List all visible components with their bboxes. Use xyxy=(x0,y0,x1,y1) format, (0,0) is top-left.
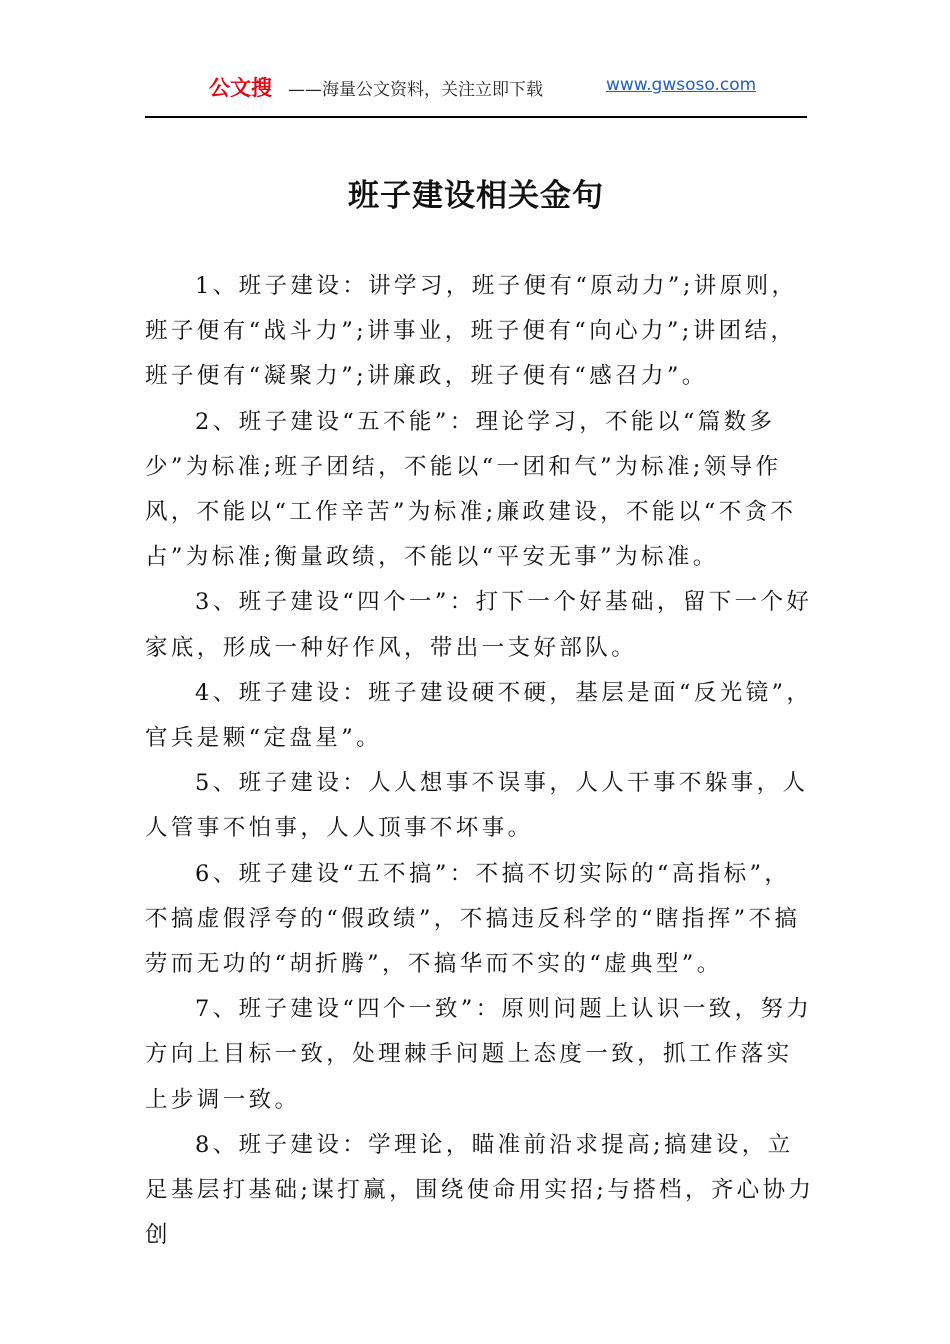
paragraph-5: 5、班子建设：人人想事不误事，人人干事不躲事，人人管事不怕事，人人顶事不坏事。 xyxy=(145,770,809,842)
paragraph-8: 8、班子建设：学理论，瞄准前沿求提高;搞建设，立足基层打基础;谋打赢，围绕使命用实招;与搭档，齐心协力创 xyxy=(145,1131,815,1249)
brand-logo-text: 公文搜 xyxy=(209,76,272,100)
header-divider xyxy=(145,116,807,118)
document-title: 班子建设相关金句 xyxy=(348,178,604,214)
paragraph-6: 6、班子建设“五不搞”：不搞不切实际的“高指标”，不搞虚假浮夸的“假政绩”，不搞违反科学的“瞎指挥”不搞劳而无功的“胡折腾”，不搞华而不实的“虚典型”。 xyxy=(145,860,801,978)
paragraph-3: 3、班子建设“四个一”：打下一个好基础，留下一个好家底，形成一种好作风，带出一支好部队。 xyxy=(145,589,813,661)
site-link[interactable]: www.gwsoso.com xyxy=(606,75,757,95)
paragraph-2: 2、班子建设“五不能”：理论学习，不能以“篇数多少”为标准;班子团结，不能以“一团和气”为标准;领导作风，不能以“工作辛苦”为标准;廉政建设，不能以“不贪不占”为标准;衡量政绩，不能以“平安无事”为标准。 xyxy=(145,408,797,571)
paragraph-4: 4、班子建设：班子建设硬不硬，基层是面“反光镜”，官兵是颗“定盘星”。 xyxy=(145,679,813,752)
paragraph-7: 7、班子建设“四个一致”：原则问题上认识一致，努力方向上目标一致，处理棘手问题上态度一致，抓工作落实上步调一致。 xyxy=(145,996,813,1113)
paragraph-1: 1、班子建设：讲学习，班子便有“原动力”;讲原则，班子便有“战斗力”;讲事业，班子便有“向心力”;讲团结，班子便有“凝聚力”;讲廉政，班子便有“感召力”。 xyxy=(145,273,798,390)
page-header xyxy=(145,72,807,102)
document-body xyxy=(145,264,815,1258)
header-slogan: ——海量公文资料，关注立即下载 xyxy=(288,80,543,100)
